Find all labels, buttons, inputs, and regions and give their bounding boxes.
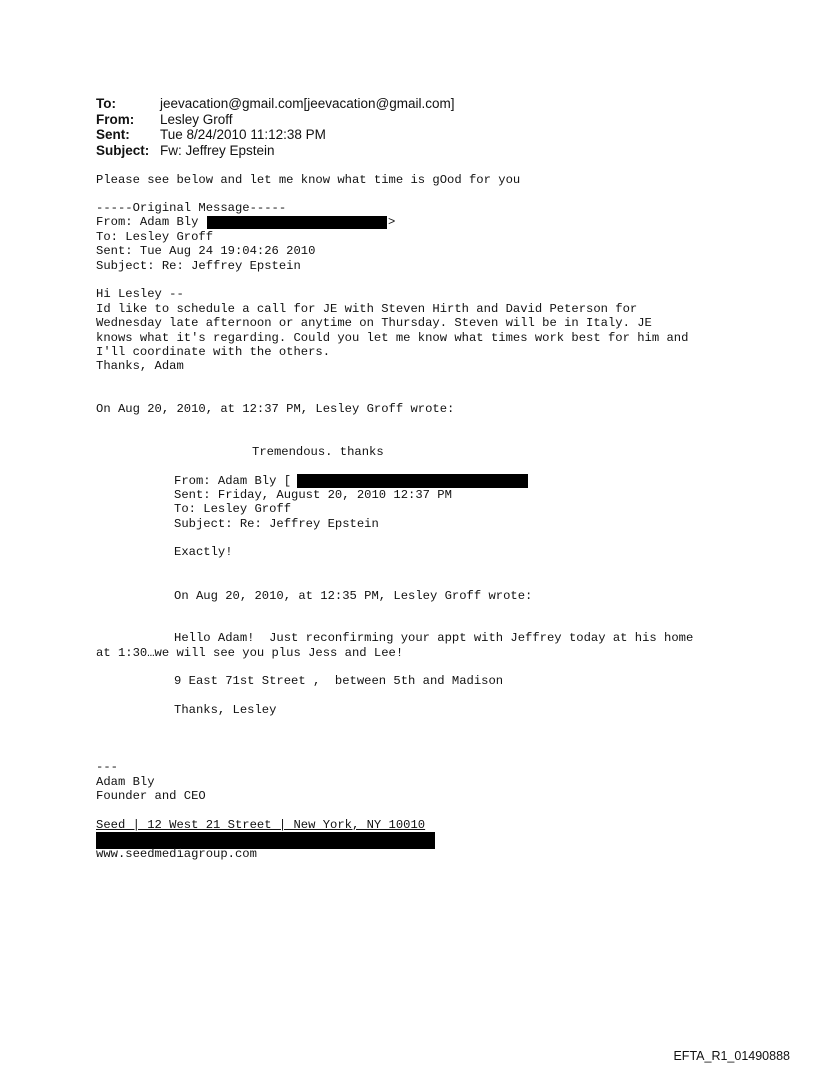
subject-label: Subject: — [96, 142, 150, 158]
body-line-4: I'll coordinate with the others. — [96, 345, 331, 359]
original-divider: -----Original Message----- — [96, 201, 287, 215]
sent-value: Tue 8/24/2010 11:12:38 PM — [160, 127, 326, 142]
subject-row — [96, 143, 455, 159]
body-line-3: knows what it's regarding. Could you let me know what times work best for him and — [96, 331, 689, 345]
email-header — [96, 96, 455, 158]
from-row — [96, 112, 455, 128]
body-line-1: Id like to schedule a call for JE with Steven Hirth and David Peterson for — [96, 302, 638, 316]
quote1-header: On Aug 20, 2010, at 12:37 PM, Lesley Groff wrote: — [96, 402, 455, 416]
quote2-line-1: Hello Adam! Just reconfirming your appt with Jeffrey today at his home — [174, 631, 694, 645]
to-label: To: — [96, 96, 116, 111]
body-greeting: Hi Lesley -- — [96, 287, 184, 301]
original-to: To: Lesley Groff — [96, 230, 214, 244]
original-from-tail: > — [388, 215, 396, 229]
signature-website: www.seedmediagroup.com — [96, 847, 257, 861]
redaction-email-1 — [207, 216, 387, 229]
quote2-line-2: at 1:30…we will see you plus Jess and Lee! — [96, 646, 404, 660]
quote2-header: On Aug 20, 2010, at 12:35 PM, Lesley Groff wrote: — [174, 589, 533, 603]
document-id: EFTA_R1_01490888 — [673, 1049, 790, 1063]
sent-label: Sent: — [96, 127, 130, 142]
nested-sent: Sent: Friday, August 20, 2010 12:37 PM — [174, 488, 452, 502]
body-line-2: Wednesday late afternoon or anytime on Thursday. Steven will be in Italy. JE — [96, 316, 652, 330]
quote2-thanks: Thanks, Lesley — [174, 703, 277, 717]
nested-to: To: Lesley Groff — [174, 502, 292, 516]
body-signoff: Thanks, Adam — [96, 359, 184, 373]
nested-from: From: Adam Bly [ — [174, 474, 292, 488]
to-row — [96, 96, 455, 112]
signature-dashes: --- — [96, 760, 118, 774]
signature-name: Adam Bly — [96, 775, 155, 789]
signature-address: Seed | 12 West 21 Street | New York, NY 10010 — [96, 818, 426, 832]
to-value: jeevacation@gmail.com[jeevacation@gmail.com] — [160, 96, 455, 111]
signature-title: Founder and CEO — [96, 789, 206, 803]
from-value: Lesley Groff — [160, 111, 233, 127]
quote1-reply: Tremendous. thanks — [252, 445, 384, 459]
subject-value: Fw: Jeffrey Epstein — [160, 142, 275, 158]
original-sent: Sent: Tue Aug 24 19:04:26 2010 — [96, 244, 316, 258]
original-subject: Subject: Re: Jeffrey Epstein — [96, 259, 301, 273]
original-from: From: Adam Bly — [96, 215, 206, 229]
quote2-address: 9 East 71st Street , between 5th and Madison — [174, 674, 504, 688]
redaction-email-2 — [297, 474, 528, 488]
nested-subject: Subject: Re: Jeffrey Epstein — [174, 517, 379, 531]
sent-row — [96, 127, 455, 143]
intro-line: Please see below and let me know what time is gOod for you — [96, 173, 521, 187]
nested-message: Exactly! — [174, 545, 233, 559]
from-label: From: — [96, 111, 135, 127]
